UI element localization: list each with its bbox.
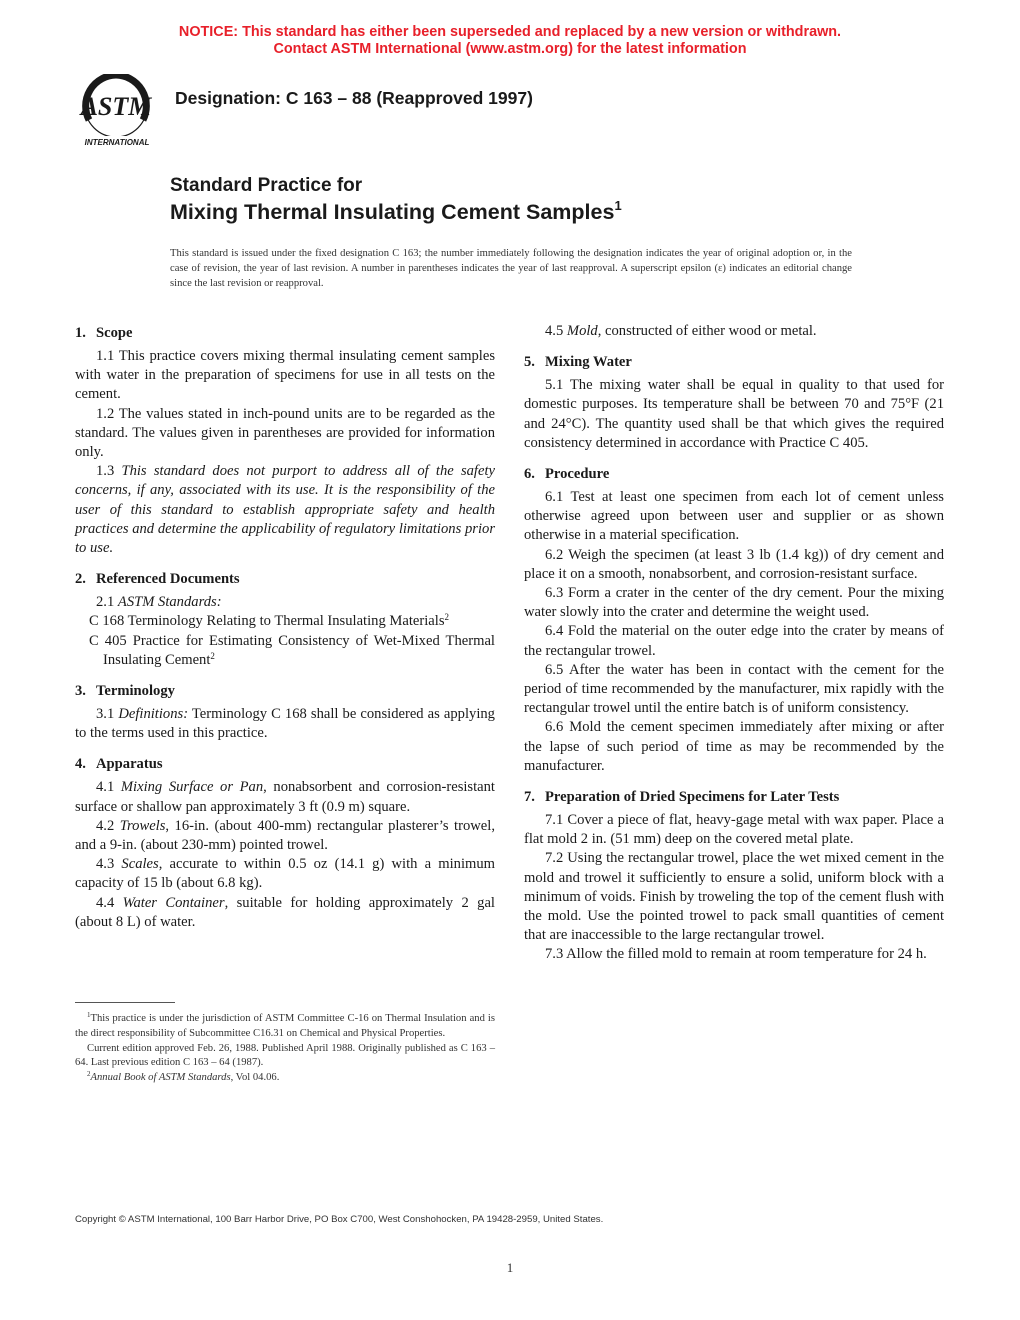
- reference-c168: [75, 612, 495, 631]
- para-4-1: [75, 778, 495, 816]
- designation: Designation: C 163 – 88 (Reapproved 1997): [175, 88, 533, 108]
- footnote-text: This practice is under the jurisdiction of ASTM Committee C-16 on Thermal Insulation and is the direct responsibility of Subcommittee C16.31 on Chemical and Physical Properties.: [75, 1013, 495, 1039]
- para-number: 4.5: [545, 323, 564, 339]
- item-text: , accurate to within 0.5 oz (14.1 g) with a minimum capacity of 15 lb (about 6.8 kg).: [75, 856, 495, 892]
- section-heading: Mixing Water: [545, 354, 632, 371]
- para-number: 2.1: [96, 594, 115, 611]
- footnote-italic: Annual Book of ASTM Standards: [90, 1072, 231, 1084]
- para-1-2: 1.2 The values stated in inch-pound units are to be regarded as the standard. The values given in parentheses are provided for information only.: [75, 405, 495, 461]
- footnote-mark: 2: [444, 612, 450, 623]
- para-5-1: 5.1 The mixing water shall be equal in quality to that used for domestic purposes. Its temperature shall be between 70 and 75°F (21 and 24°C). The quantity used shall be that which gives the required consistency determined in accordance with Practice C 405.: [524, 377, 944, 451]
- section-dried-specimens: [524, 786, 944, 965]
- section-number: 6.: [524, 466, 535, 483]
- para-1-1: 1.1 This practice covers mixing thermal insulating cement samples with water in the preparation of specimens for use in all tests on the cement.: [75, 348, 495, 403]
- footnote-mark: 2: [210, 650, 215, 661]
- section-heading: Apparatus: [96, 756, 163, 773]
- section-referenced-documents: [75, 568, 495, 670]
- item-name: Mold: [566, 323, 598, 339]
- section-number: 2.: [75, 571, 86, 588]
- notice-line-2: Contact ASTM International (www.astm.org) for the latest information: [273, 41, 747, 57]
- reference-text: C 405 Practice for Estimating Consistency of Wet-Mixed Thermal Insulating Cement: [89, 632, 495, 668]
- footnote-2: [75, 1071, 495, 1086]
- reference-text: C 168 Terminology Relating to Thermal Insulating Materials: [89, 613, 445, 630]
- definitions-label: Definitions:: [118, 706, 189, 723]
- para-number: 1.3: [96, 463, 115, 480]
- right-column: [524, 322, 944, 975]
- para-7-1: 7.1 Cover a piece of flat, heavy-gage metal with wax paper. Place a flat mold 2 in. (51 mm) deep on the covered metal plate.: [524, 812, 944, 848]
- logo-letters: ASTM: [80, 92, 152, 121]
- item-name: Trowels: [119, 817, 166, 834]
- document-title: [170, 174, 622, 226]
- safety-statement: This standard does not purport to address all of the safety concerns, if any, associated with its use. It is the responsibility of the user of this standard to establish appropriate safety and health practices and determine the applicability of regulatory limitations prior to use.: [75, 463, 495, 557]
- para-4-5: [524, 322, 944, 341]
- para-4-4: [75, 894, 495, 932]
- para-7-2: 7.2 Using the rectangular trowel, place the wet mixed cement in the mold and trowel it sufficiently to ensure a solid, uniform block with a minimum of voids. Finish by troweling the top of the cement flush with the mold. Use the pointed trowel to pack small quantities of cement that are inaccessible to the large rectangular trowel.: [524, 850, 944, 944]
- item-text: , constructed of either wood or metal.: [597, 323, 817, 339]
- copyright-line: Copyright © ASTM International, 100 Barr Harbor Drive, PO Box C700, West Conshohocken, PA 19428-2959, United States.: [75, 1214, 604, 1225]
- footnote-divider: [75, 1002, 175, 1003]
- section-apparatus: [75, 753, 495, 932]
- para-number: 4.2: [96, 817, 115, 834]
- section-scope: [75, 322, 495, 558]
- section-procedure: [524, 463, 944, 776]
- title-footnote-mark: 1: [614, 198, 622, 213]
- title-line-1: Standard Practice for: [170, 175, 363, 196]
- section-heading: Procedure: [545, 466, 610, 483]
- para-number: 4.3: [96, 856, 115, 873]
- para-1-3: [75, 462, 495, 558]
- withdrawn-notice: [0, 24, 1020, 58]
- para-6-6: 6.6 Mold the cement specimen immediately after mixing or after the lapse of such period of time as may be recommended by the manufacturer.: [524, 719, 944, 774]
- left-column: [75, 322, 495, 942]
- para-4-2: [75, 817, 495, 855]
- section-heading: Referenced Documents: [96, 571, 240, 588]
- section-terminology: [75, 680, 495, 743]
- issue-note: This standard is issued under the fixed designation C 163; the number immediately following the designation indicates the year of original adoption or, in the case of revision, the year of last revision. A number in parentheses indicates the year of last reapproval. A superscript epsilon (ε) indicates an editorial change since the last revision or reapproval.: [170, 248, 852, 289]
- section-number: 4.: [75, 756, 86, 773]
- para-2-1: [75, 593, 495, 612]
- section-number: 5.: [524, 354, 535, 371]
- item-name: Water Container: [122, 894, 225, 911]
- apparatus-continued: [524, 322, 944, 341]
- para-6-5: 6.5 After the water has been in contact with the cement for the period of time recommended by the manufacturer, mix rapidly with the rectangular trowel until the entire batch is of uniform consistency.: [524, 661, 944, 717]
- footnote-1-edition: Current edition approved Feb. 26, 1988. Published April 1988. Originally published as C 163 – 64. Last previous edition C 163 – 64 (1987).: [75, 1042, 495, 1069]
- item-name: Mixing Surface or Pan: [120, 779, 264, 796]
- footnote-mark: 1: [87, 1011, 91, 1019]
- para-number: 4.1: [96, 779, 115, 796]
- para-3-1: [75, 705, 495, 743]
- section-mixing-water: [524, 351, 944, 453]
- item-text: , nonabsorbent and corrosion-resistant surface or shallow pan approximately 3 ft (0.9 m) square.: [75, 779, 495, 815]
- section-number: 1.: [75, 325, 86, 341]
- page-number: 1: [506, 1260, 514, 1275]
- title-line-2: Mixing Thermal Insulating Cement Samples: [170, 200, 615, 224]
- para-6-2: 6.2 Weigh the specimen (at least 3 lb (1.4 kg)) of dry cement and place it on a smooth, nonabsorbent, and corrosion-resistant surface.: [524, 546, 944, 582]
- footnotes: [75, 1012, 495, 1086]
- section-heading: Preparation of Dried Specimens for Later Tests: [545, 789, 840, 806]
- section-number: 3.: [75, 683, 86, 700]
- para-6-1: 6.1 Test at least one specimen from each lot of cement unless otherwise agreed upon between user and supplier or as shown otherwise in a material specification.: [524, 489, 944, 544]
- astm-standards-label: ASTM Standards:: [117, 594, 222, 611]
- para-number: 4.4: [96, 894, 115, 911]
- notice-line-1: NOTICE: This standard has either been superseded and replaced by a new version or withdrawn.: [178, 24, 842, 40]
- item-text: , 16-in. (about 400-mm) rectangular plasterer’s trowel, and a 9-in. (about 230-mm) pointed trowel.: [75, 817, 495, 854]
- footnote-mark: 2: [87, 1070, 91, 1079]
- para-6-3: 6.3 Form a crater in the center of the dry cement. Pour the mixing water slowly into the crater and determine the weight used.: [524, 585, 944, 621]
- footnote-text: , Vol 04.06.: [230, 1072, 280, 1084]
- para-6-4: 6.4 Fold the material on the outer edge into the crater by means of the rectangular trowel.: [524, 623, 944, 659]
- para-text: Terminology C 168 shall be considered as applying to the terms used in this practice.: [75, 706, 495, 742]
- astm-logo: [74, 74, 160, 150]
- item-text: , suitable for holding approximately 2 gal (about 8 L) of water.: [75, 894, 495, 930]
- reference-c405: [75, 632, 495, 670]
- logo-caption: INTERNATIONAL: [84, 138, 150, 147]
- para-number: 3.1: [96, 706, 115, 723]
- para-7-3: 7.3 Allow the filled mold to remain at room temperature for 24 h.: [545, 946, 927, 963]
- section-heading: Terminology: [96, 683, 175, 700]
- footnote-1: [75, 1012, 495, 1042]
- section-number: 7.: [524, 789, 535, 806]
- section-heading: Scope: [96, 325, 133, 341]
- para-4-3: [75, 855, 495, 893]
- item-name: Scales: [121, 856, 159, 873]
